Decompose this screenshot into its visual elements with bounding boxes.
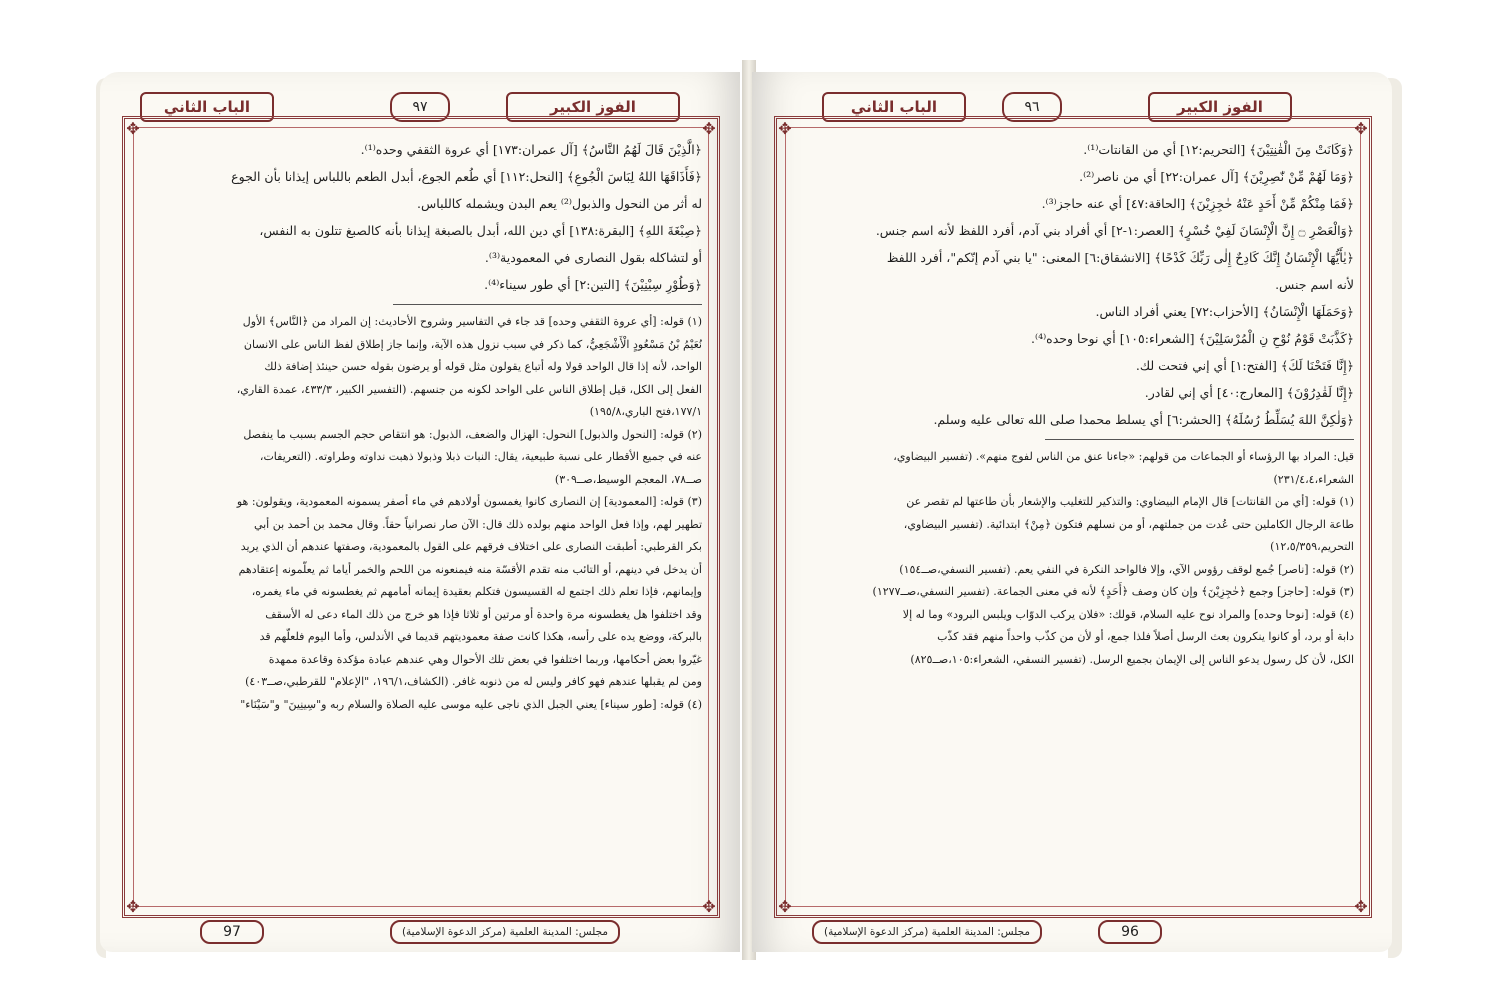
main-text [140,136,702,716]
header-book-title: الفوز الكبير [506,92,680,122]
text-line: ﴿وَطُوْرِ سِيْنِيْنَ﴾ [التين:٢] أي طور سيناء⁽⁴⁾. [484,277,702,292]
main-text [792,136,1354,671]
footnote-line: دابة أو برد، أو كانوا ينكرون بعث الرسل أصلاً فلذا جمع، أو لأن من كذّب واحداً منهم فقد كذّب [937,630,1354,643]
corner-ornament-icon: ✥ [1354,119,1368,138]
footnote-line: (٤) قوله: [طور سيناء] يعني الجبل الذي ناجى عليه موسى عليه الصلاة والسلام ربه و"سِينِينَ" و"سَيْنَاء" [240,697,702,711]
footnote-line: عنه في جميع الأقطار على نسبة طبيعية، يقال: النبات ذبلا وذبولا ذهبت نداوته وطراوته. (التعريفات، [259,450,702,463]
footnote-line: (١) قوله: [أي عروة الثقفي وحده] قد جاء في التفاسير وشروح الأحاديث: إن المراد من ﴿النَّاس﴾ الأول [242,315,702,328]
text-line: ﴿صِبْغَةَ اللهِ﴾ [البقرة:١٣٨] أي دين الله، أبدل بالصبغة إيذانا بأنه كالصبغ تتلون به النفس، [259,223,702,238]
text-line: ﴿إِنَّا لَقٰدِرُوْنَ﴾ [المعارج:٤٠] أي إني لقادر. [1144,385,1354,400]
corner-ornament-icon: ✥ [126,897,140,916]
footnote-line: الكل، لأن كل رسول يدعو الناس إلى الإيمان بجميع الرسل. (تفسير النسفي، الشعراء:١٠٥،صــ٨٢٥) [910,652,1354,666]
corner-ornament-icon: ✥ [1354,897,1368,916]
footnote-line: التحريم،١٢،٥/٣٥٩) [1270,540,1354,553]
footer-publisher: مجلس: المدينة العلمية (مركز الدعوة الإسلامية) [812,920,1042,944]
text-line: أو لتشاكله بقول النصارى في المعمودية⁽³⁾. [484,250,702,265]
text-line: له أثر من النحول والذبول⁽²⁾ يعم البدن ويشمله كاللباس. [417,196,702,211]
footnote-line: قيل: المراد بها الرؤساء أو الجماعات من قولهم: «جاءنا عنق من الناس لفوج منهم». (تفسير البيضاوي، [893,450,1354,463]
text-line: لأنه اسم جنس. [1275,277,1354,292]
header-page-number: ٩٦ [1002,92,1062,122]
footnote-line: وإيمانهم، فإذا تعلم ذلك اجتمع له القسيسون فتكلم بعقيدة إيمانه أمامهم ثم يغطسونه في ماء يغمره، [251,585,702,598]
text-line: ﴿إِنَّا فَتَحْنَا لَكَ﴾ [الفتح:١] أي إني فتحت لك. [1135,358,1354,373]
footnote-line: (٢) قوله: [النحول والذبول] النحول: الهزال والضعف، الذبول: هو انتقاص حجم الجسم بسبب ما ينفصل [243,427,702,441]
footnote-line: ١٧٧/١،فتح الباري،١٩٥/٨) [589,405,702,418]
footnote-line: (٣) قوله: [المعمودية] إن النصارى كانوا يغمسون أولادهم في ماء أصفر يسمونه المعمودية، ويقولون: هو [236,495,702,508]
footnote-line: (٤) قوله: [نوحا وحده] والمراد نوح عليه السلام، قولك: «فلان يركب الدوّاب ويلبس البرود» وما له إلا [902,607,1354,621]
footer-page-number: 96 [1098,920,1162,944]
footer-publisher: مجلس: المدينة العلمية (مركز الدعوة الإسلامية) [390,920,620,944]
text-line: ﴿فَمَا مِنْكُمْ مِّنْ أَحَدٍ عَنْهُ حٰجِزِيْنَ﴾ [الحاقة:٤٧] أي عنه حاجز⁽³⁾. [1041,196,1354,211]
header-book-title: الفوز الكبير [1148,92,1292,122]
header-chapter: الباب الثاني [822,92,966,122]
text-line: ﴿كَذَّبَتْ قَوْمُ نُوْحِ نِ الْمُرْسَلِيْنَ﴾ [الشعراء:١٠٥] أي نوحا وحده⁽⁴⁾. [1031,331,1354,346]
text-line: ﴿الَّذِيْنَ قَالَ لَهُمُ النَّاسُ﴾ [آل عمران:١٧٣] أي عروة الثقفي وحده⁽¹⁾. [360,142,702,157]
footnote-line: (٢) قوله: [ناصر] جُمع لوقف رؤوس الآي، وإلا فالواحد النكرة في النفي يعم. (تفسير النسفي،صــ١٥٤) [899,562,1354,576]
text-line: ﴿وَكَانَتْ مِنَ الْقٰنِتِيْنَ﴾ [التحريم:١٢] أي من القانتات⁽¹⁾. [1083,142,1354,157]
footnote-line: تطهير لهم، وإذا فعل الواحد منهم بولده ذلك قال: الآن صار نصرانياً حقاً. وقال محمد بن أحمد بن أبي [253,517,702,531]
footnote-line: الشعراء،٢٣١/٤،٤) [1273,472,1354,486]
footnote-line: (١) قوله: [أي من القانتات] قال الإمام البيضاوي: والتذكير للتغليب والإشعار بأن طاعتها لم تقصر عن [906,495,1354,508]
text-line: ﴿فَأَذَاقَهَا اللهُ لِبَاسَ الْجُوعِ﴾ [النحل:١١٢] أي طُعم الجوع، أبدل الطعم باللباس إيذانا بأن الجوع [231,169,702,184]
page-footer [140,920,700,944]
text-line: ﴿يٰأَيُّهَا الْإِنْسَانُ إِنَّكَ كَادِحٌ إِلٰى رَبِّكَ كَدْحًا﴾ [الانشقاق:٦] المعنى: "يا بني آدم إنّكم"، أفرد اللفظ [886,250,1354,265]
footnote-line: وقد اختلفوا هل يغطسونه مرة واحدة أو مرتين أو ثلاثا فإذا هو خرج من ذلك الماء دعى له الأسقف [265,607,702,621]
footnote-line: أن يدخل في دينهم، أو التائب منه تقدم الأقسّة منه فيمنعونه من اللحم والخمر أياما ثم يعلّمونه إعتقادهم [238,562,702,576]
corner-ornament-icon: ✥ [778,897,792,916]
header-page-number: ٩٧ [390,92,450,122]
footnote-line: طاعة الرجال الكاملين حتى عُدت من جملتهم، أو من نسلهم فتكون ﴿مِنْ﴾ ابتدائية. (تفسير البيضاوي، [903,517,1354,531]
footnote-line: (٣) قوله: [حاجز] وجمع ﴿حٰجِزِيْنَ﴾ وإن كان وصف ﴿أَحَدٍ﴾ لأنه في معنى الجماعة. (تفسير النسفي،صــ١٢٧٧) [872,585,1354,598]
footnote-line: بالبركة، ووضع يده على رأسه، هكذا كانت صفة معموديتهم قديما في الأندلس، وأما اليوم فلعلّهم قد [259,630,702,643]
corner-ornament-icon: ✥ [778,119,792,138]
corner-ornament-icon: ✥ [702,119,716,138]
text-line: ﴿وَلٰكِنَّ اللهَ يُسَلِّطُ رُسُلَهُ﴾ [الحشر:٦] أي يسلط محمدا صلى الله تعالى عليه وسلم. [933,412,1354,427]
footnote-line: بكر القرطبي: أطبقت النصارى على اختلاف فرقهم على القول بالمعمودية، وصفتها عندهم أن الذي يريد [240,540,702,553]
footnote-separator [393,304,702,305]
corner-ornament-icon: ✥ [702,897,716,916]
page-right [752,72,1392,952]
text-line: ﴿وَالْعَصْرِ ۝ إِنَّ الْإِنْسَانَ لَفِيْ خُسْرٍ﴾ [العصر:١-٢] أي أفراد بني آدم، أفرد اللفظ لأنه اسم جنس. [875,223,1354,238]
corner-ornament-icon: ✥ [126,119,140,138]
page-footer [792,920,1352,944]
footnote-line: الواحد، لأنه إذا قال الواحد قولا وله أتباع يقولون مثل قوله أو يرضون بقوله حسن حينئذ إضافة ذلك [264,360,702,373]
header-chapter: الباب الثاني [140,92,274,122]
footer-page-number: 97 [200,920,264,944]
footnote-line: صــ٧٨، المعجم الوسيط،صــ٣٠٩) [554,472,702,486]
footnote-line: ومن لم يقبلها عندهم فهو كافر وليس له من ذنوبه غافر. (الكشاف،١٩٦/١، "الإعلام" للقرطبي،صــ٤٠٣) [245,675,702,688]
footnote-line: الفعل إلى الكل، قيل إطلاق الناس على الواحد لكونه من جنسهم. (التفسير الكبير، ٤٣٣/٣، عمدة القاري، [236,382,702,396]
text-line: ﴿وَحَمَلَهَا الْإِنْسَانُ﴾ [الأحزاب:٧٢] يعني أفراد الناس. [1095,304,1354,319]
footnote-line: غيّروا بعض أحكامها، وربما اختلفوا في بعض تلك الأحوال وهي عندهم عبادة مؤكدة وقاعدة ممهدة [268,652,702,666]
footnote-separator [1045,439,1354,440]
footnote-line: نُعَيْمُ بْنُ مَسْعُودٍ الْأَشْجَعِيُّ، كما ذكر في سبب نزول هذه الآية، وإنما جاز إطلاق لفظ الناس على الانسان [243,337,702,351]
text-line: ﴿وَمَا لَهُمْ مِّنْ نّٰصِرِيْنَ﴾ [آل عمران:٢٢] أي من ناصر⁽²⁾. [1079,169,1354,184]
page-left [100,72,740,952]
